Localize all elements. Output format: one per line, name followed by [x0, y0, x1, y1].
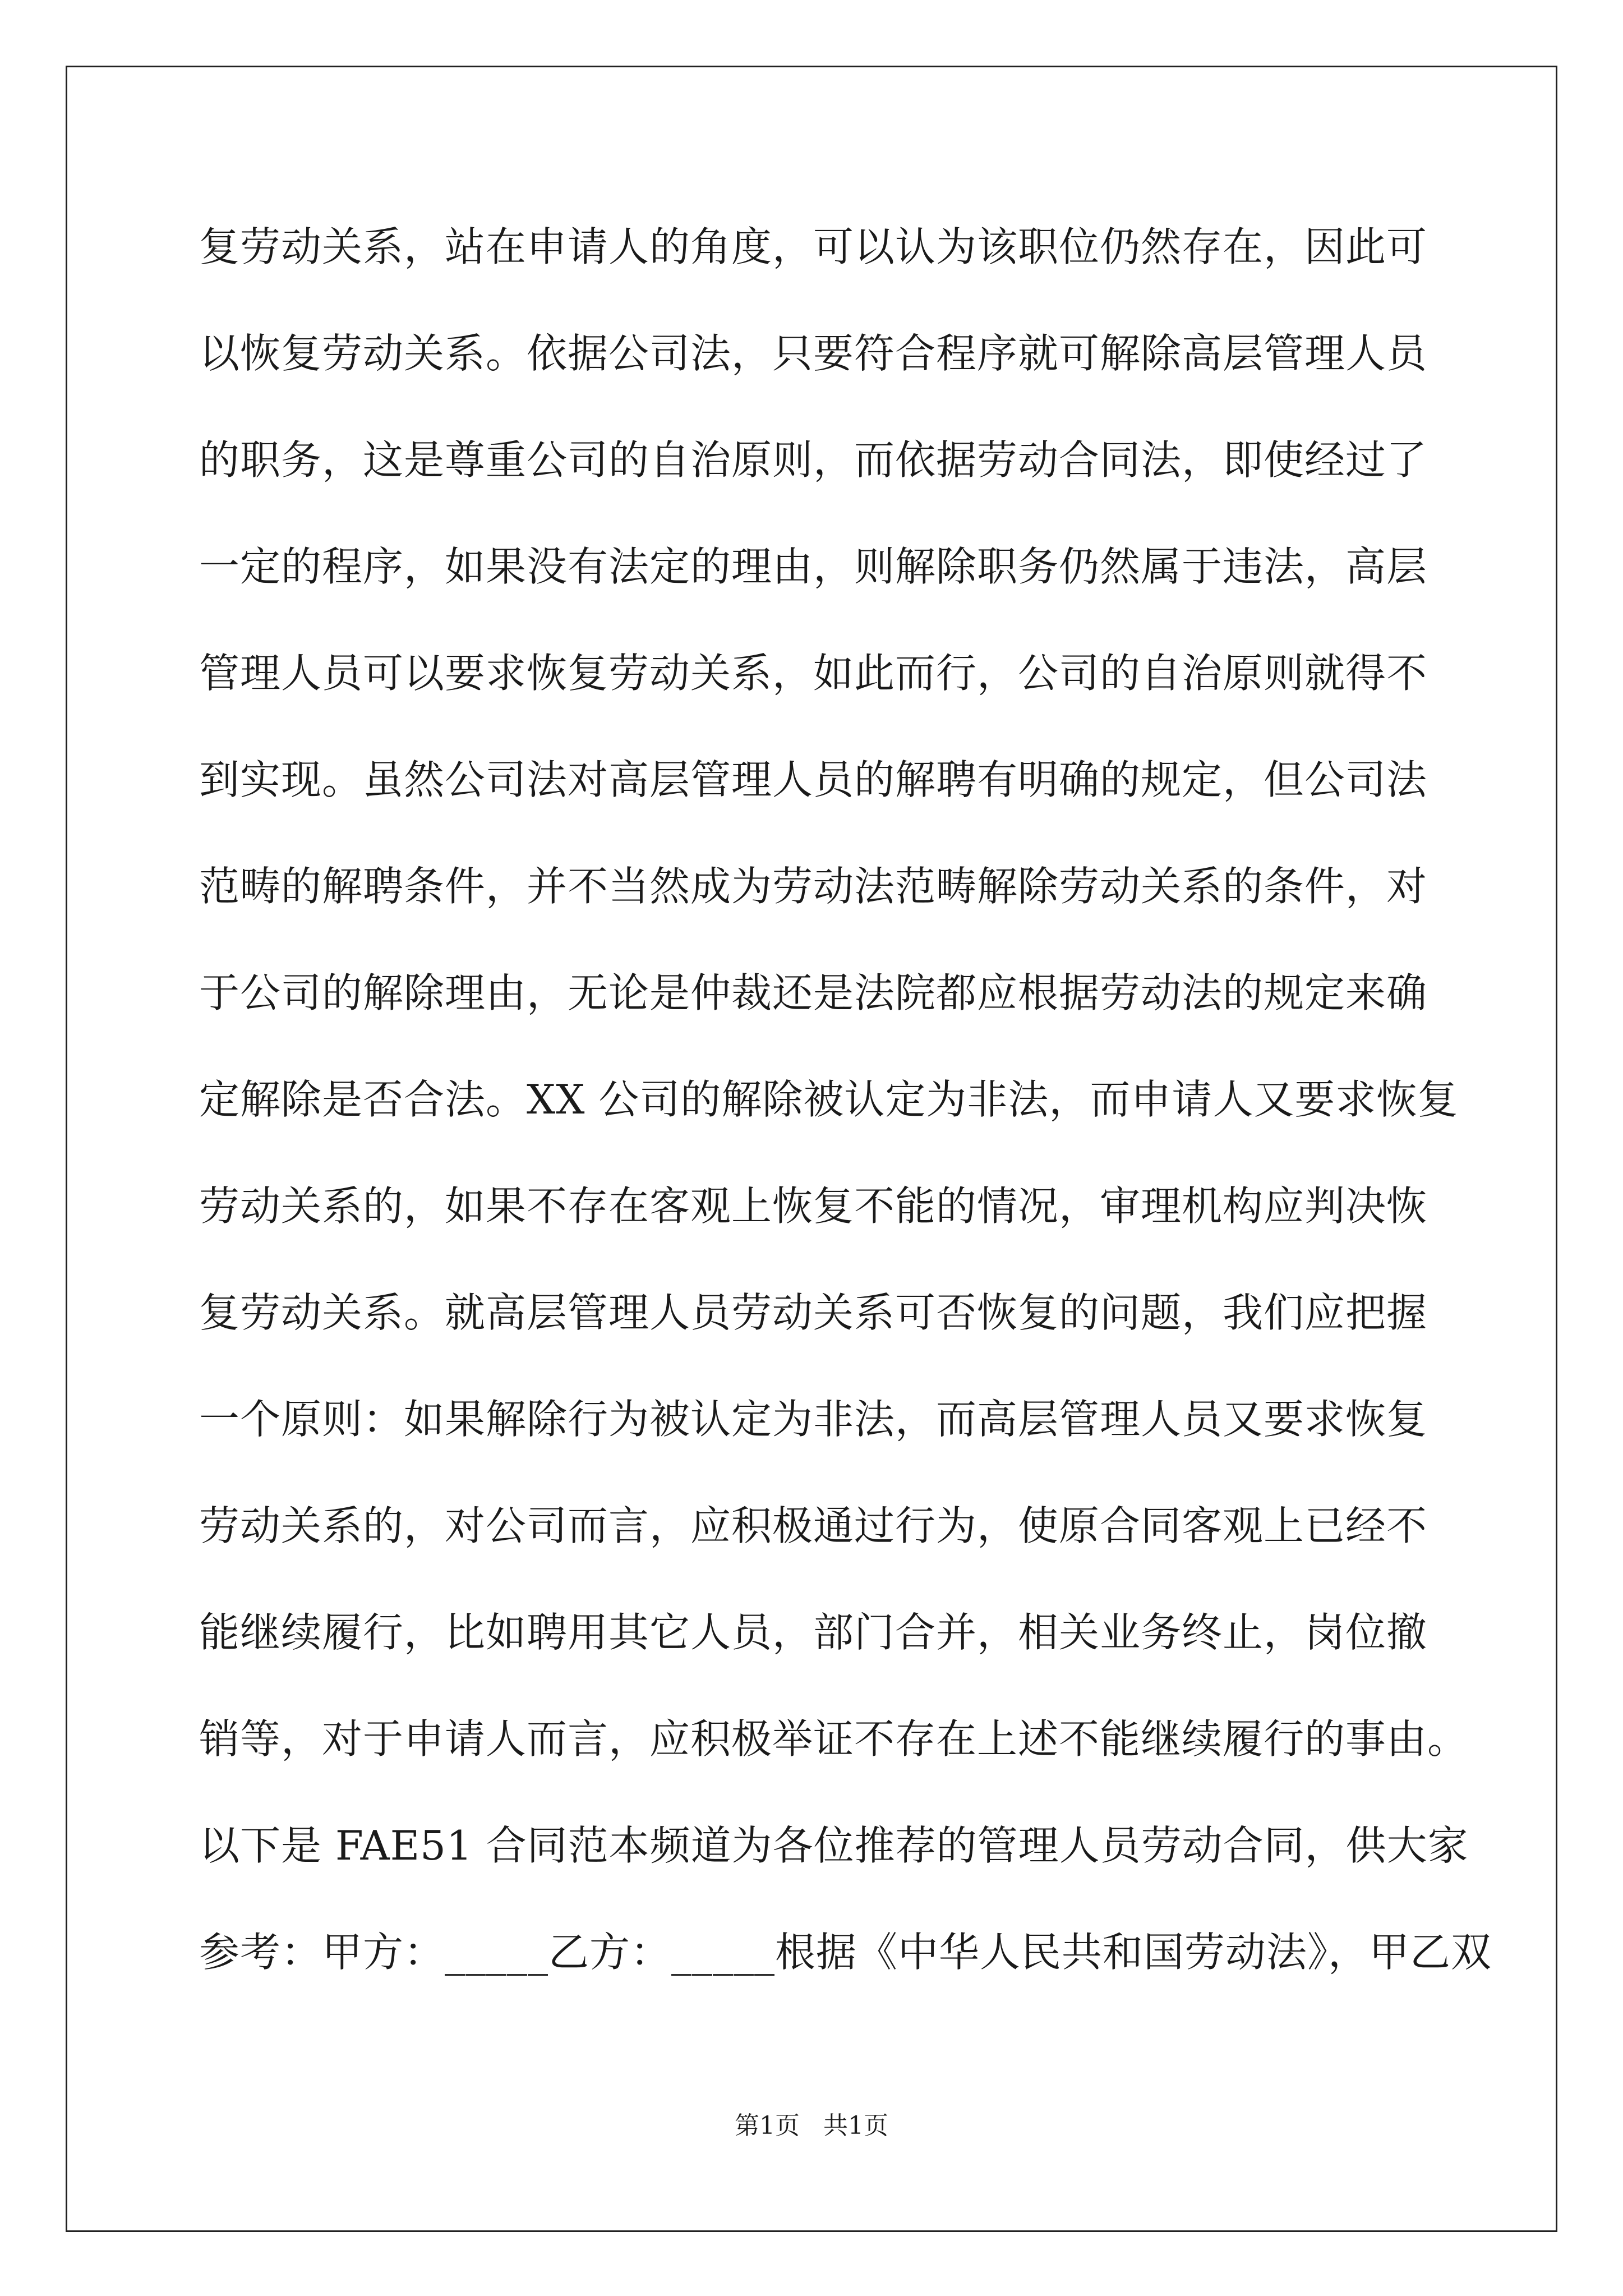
text-line: 劳动关系的，对公司而言，应积极通过行为，使原合同客观上已经不: [199, 1502, 1428, 1549]
text-line: 到实现。虽然公司法对高层管理人员的解聘有明确的规定，但公司法: [199, 756, 1428, 803]
text-line: 于公司的解除理由，无论是仲裁还是法院都应根据劳动法的规定来确: [199, 969, 1428, 1016]
text-line: 复劳动关系，站在申请人的角度，可以认为该职位仍然存在，因此可: [199, 223, 1428, 270]
text-line: 以下是 FAE51 合同范本频道为各位推荐的管理人员劳动合同，供大家: [199, 1822, 1469, 1869]
text-line: 管理人员可以要求恢复劳动关系，如此而行，公司的自治原则就得不: [199, 650, 1428, 697]
text-line: 能继续履行，比如聘用其它人员，部门合并，相关业务终止，岗位撤: [199, 1609, 1428, 1656]
text-line: 一定的程序，如果没有法定的理由，则解除职务仍然属于违法，高层: [199, 543, 1428, 590]
text-line: 销等，对于申请人而言，应积极举证不存在上述不能继续履行的事由。: [199, 1715, 1469, 1763]
text-line: 范畴的解聘条件，并不当然成为劳动法范畴解除劳动关系的条件，对: [199, 863, 1428, 910]
text-line: 定解除是否合法。XX 公司的解除被认定为非法，而申请人又要求恢复: [199, 1076, 1459, 1123]
body-text: [199, 213, 1492, 2025]
text-line: 参考：甲方：_____乙方：_____根据《中华人民共和国劳动法》，甲乙双: [199, 1929, 1492, 1976]
text-line: 劳动关系的，如果不存在客观上恢复不能的情况，审理机构应判决恢: [199, 1182, 1428, 1230]
text-line: 一个原则：如果解除行为被认定为非法，而高层管理人员又要求恢复: [199, 1396, 1428, 1443]
page-number: 第1页 共1页: [735, 2111, 888, 2140]
text-line: 以恢复劳动关系。依据公司法，只要符合程序就可解除高层管理人员: [199, 330, 1428, 377]
text-line: 的职务，这是尊重公司的自治原则，而依据劳动合同法，即使经过了: [199, 436, 1428, 484]
text-line: 复劳动关系。就高层管理人员劳动关系可否恢复的问题，我们应把握: [199, 1289, 1428, 1336]
